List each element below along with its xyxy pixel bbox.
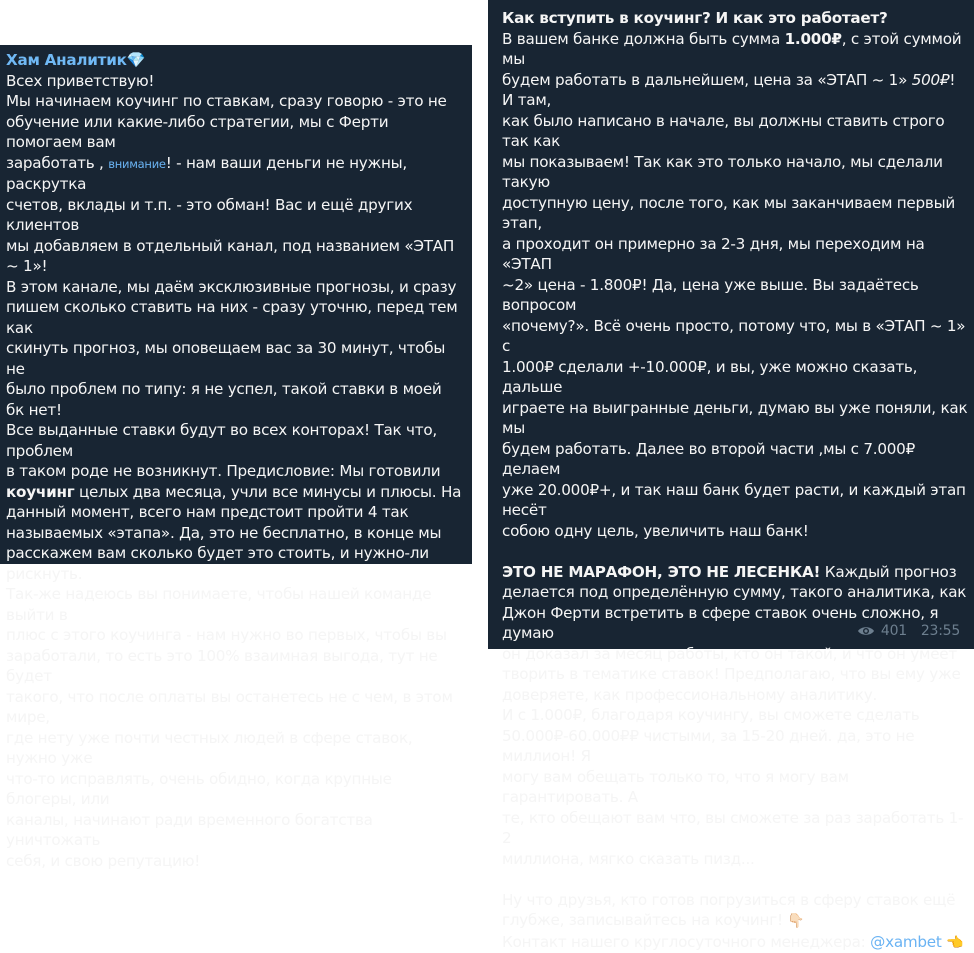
message-line: каналы, начинают ради временного богатства уничтожать [6,810,464,851]
message-line: плюс с этого коучинга - нам нужно во первых, чтобы вы [6,625,464,646]
text-fragment: Контакт нашего круглосуточного менеджера: [502,933,870,951]
text-fragment: , с этой суммой мы [502,30,961,69]
message-line: 50.000₽-60.000₽₽ чистыми, за 15-20 дней. да, это не миллион! Я [502,726,968,767]
message-line: называемых «этапа». Да, это не бесплатно, в конце мы [6,523,464,544]
message-line: пишем сколько ставить на них - сразу уточню, перед тем как [6,297,464,338]
message-line: собою одну цель, увеличить наш банк! [502,521,968,542]
message-line: делается под определённую сумму, такого аналитика, как [502,582,968,603]
contact-link[interactable]: @xambet [870,933,941,951]
message-bubble-right [488,0,974,649]
message-line: было проблем по типу: я не успел, такой ставки в моей бк нет! [6,379,464,420]
message-line: доступную цену, после того, как мы заканчиваем первый этап, [502,193,968,234]
message-line: себя, и свою репутацию! [6,851,464,872]
message-line: Всех приветствую! [6,71,464,92]
message-time: 23:55 [921,621,960,642]
paragraph-spacer [502,541,968,562]
message-line: скинуть прогноз, мы оповещаем вас за 30 минут, чтобы не [6,338,464,379]
italic-fragment: 500₽ [912,71,950,89]
message-line: уже 20.000₽+, и так наш банк будет расти, и каждый этап несёт [502,480,968,521]
message-line: миллиона, мягко сказать пизд... [502,849,968,870]
text-fragment: ! И там, [502,71,955,110]
message-text-right [502,8,968,953]
message-line: счетов, вклады и т.п. - это обман! Вас и ещё других клиентов [6,195,464,236]
attention-link[interactable]: внимание [108,157,166,171]
message-line [502,932,968,953]
message-line: И с 1.000₽, благодаря коучингу, вы сможете сделать [502,705,968,726]
message-line: такого, что после оплаты вы останетесь не с чем, в этом мире, [6,687,464,728]
message-line: доверяете, как профессиональному аналитику. [502,685,968,706]
message-line: творить в тематике ставок! Предполагаю, что вы ему уже [502,664,968,685]
message-line: Джон Ферти встретить в сфере ставок очень сложно, я думаю [502,603,968,644]
diamond-icon: 💎 [127,51,146,69]
pointing-down-icon: 👇🏻 [787,913,804,929]
message-line: будем работать. Далее во второй части ,мы с 7.000₽ делаем [502,439,968,480]
message-line: мы показываем! Так как это только начало, мы сделали такую [502,152,968,193]
message-line: обучение или какие-либо стратегии, мы с Ферти помогаем вам [6,112,464,153]
text-fragment: глубже, записывайтесь на коучинг! [502,911,787,929]
pointing-left-icon: 👈 [946,935,963,951]
bold-fragment: коучинг [6,483,74,501]
message-line: мы добавляем в отдельный канал, под названием «ЭТАП ~ 1»! [6,236,464,277]
message-line: 1.000₽ сделали +-10.000₽, и вы, уже можно сказать, дальше [502,357,968,398]
message-line: В этом канале, мы даём эксклюзивные прогнозы, и сразу [6,277,464,298]
message-line [502,70,968,111]
bold-fragment: ЭТО НЕ МАРАФОН, ЭТО НЕ ЛЕСЕНКА! [502,563,820,581]
text-fragment: заработать , [6,154,104,172]
bold-fragment: 1.000₽ [785,30,842,48]
views-count: 401 [881,621,907,642]
message-line: играете на выигранные деньги, думаю вы уже поняли, как мы [502,398,968,439]
message-line: где нету уже почти честных людей в сфере ставок, нужно уже [6,728,464,769]
paragraph-spacer [502,869,968,890]
message-line [502,29,968,70]
message-line: те, кто обещают вам что, вы сможете за раз заработать 1-2 [502,808,968,849]
message-line: «почему?». Всё очень просто, потому что, мы в «ЭТАП ~ 1» с [502,316,968,357]
message-line: данный момент, всего нам предстоит пройти 4 так [6,502,464,523]
message-line [6,482,464,503]
message-bubble-left [0,45,472,564]
text-fragment: целых два месяца, учли все минусы и плюсы. На [74,483,461,501]
message-heading: Как вступить в коучинг? И как это работает? [502,8,968,29]
message-line: могу вам обещать только то, что я могу вам гарантировать. А [502,767,968,808]
message-line: ~2» цена - 1.800₽! Да, цена уже выше. Вы задаётесь вопросом [502,275,968,316]
message-meta [857,621,960,642]
message-line: Мы начинаем коучинг по ставкам, сразу говорю - это не [6,91,464,112]
message-line [502,562,968,583]
text-fragment: будем работать в дальнейшем, цена за «ЭТАП ~ 1» [502,71,912,89]
message-text-left [6,71,464,872]
text-fragment: В вашем банке должна быть сумма [502,30,785,48]
message-line: как было написано в начале, вы должны ставить строго так как [502,111,968,152]
text-fragment: Каждый прогноз [820,563,956,581]
message-line: Так-же надеюсь вы понимаете, чтобы нашей команде выйти в [6,584,464,625]
text-fragment: ! - нам ваши деньги не нужны, раскрутка [6,154,407,194]
message-line: Все выданные ставки будут во всех конторах! Так что, проблем [6,420,464,461]
message-line: заработали, то есть это 100% взаимная выгода, тут не будет [6,646,464,687]
message-line: в таком роде не возникнут. Предисловие: Мы готовили [6,461,464,482]
sender-name[interactable]: Хам Аналитик [6,51,127,69]
eye-icon [857,625,875,637]
message-line: расскажем вам сколько будет это стоить, и нужно-ли рискнуть. [6,543,464,584]
message-line: что-то исправлять, очень обидно, когда крупные блогеры, или [6,769,464,810]
message-line: а проходит он примерно за 2-3 дня, мы переходим на «ЭТАП [502,234,968,275]
message-line: Ну что друзья, кто готов погрузиться в сферу ставок ещё [502,890,968,911]
sender-line [6,50,464,71]
message-line [6,153,464,195]
message-line [502,910,968,932]
message-line: он доказал за месяц работы, кто он такой, и что он умеет [502,644,968,665]
